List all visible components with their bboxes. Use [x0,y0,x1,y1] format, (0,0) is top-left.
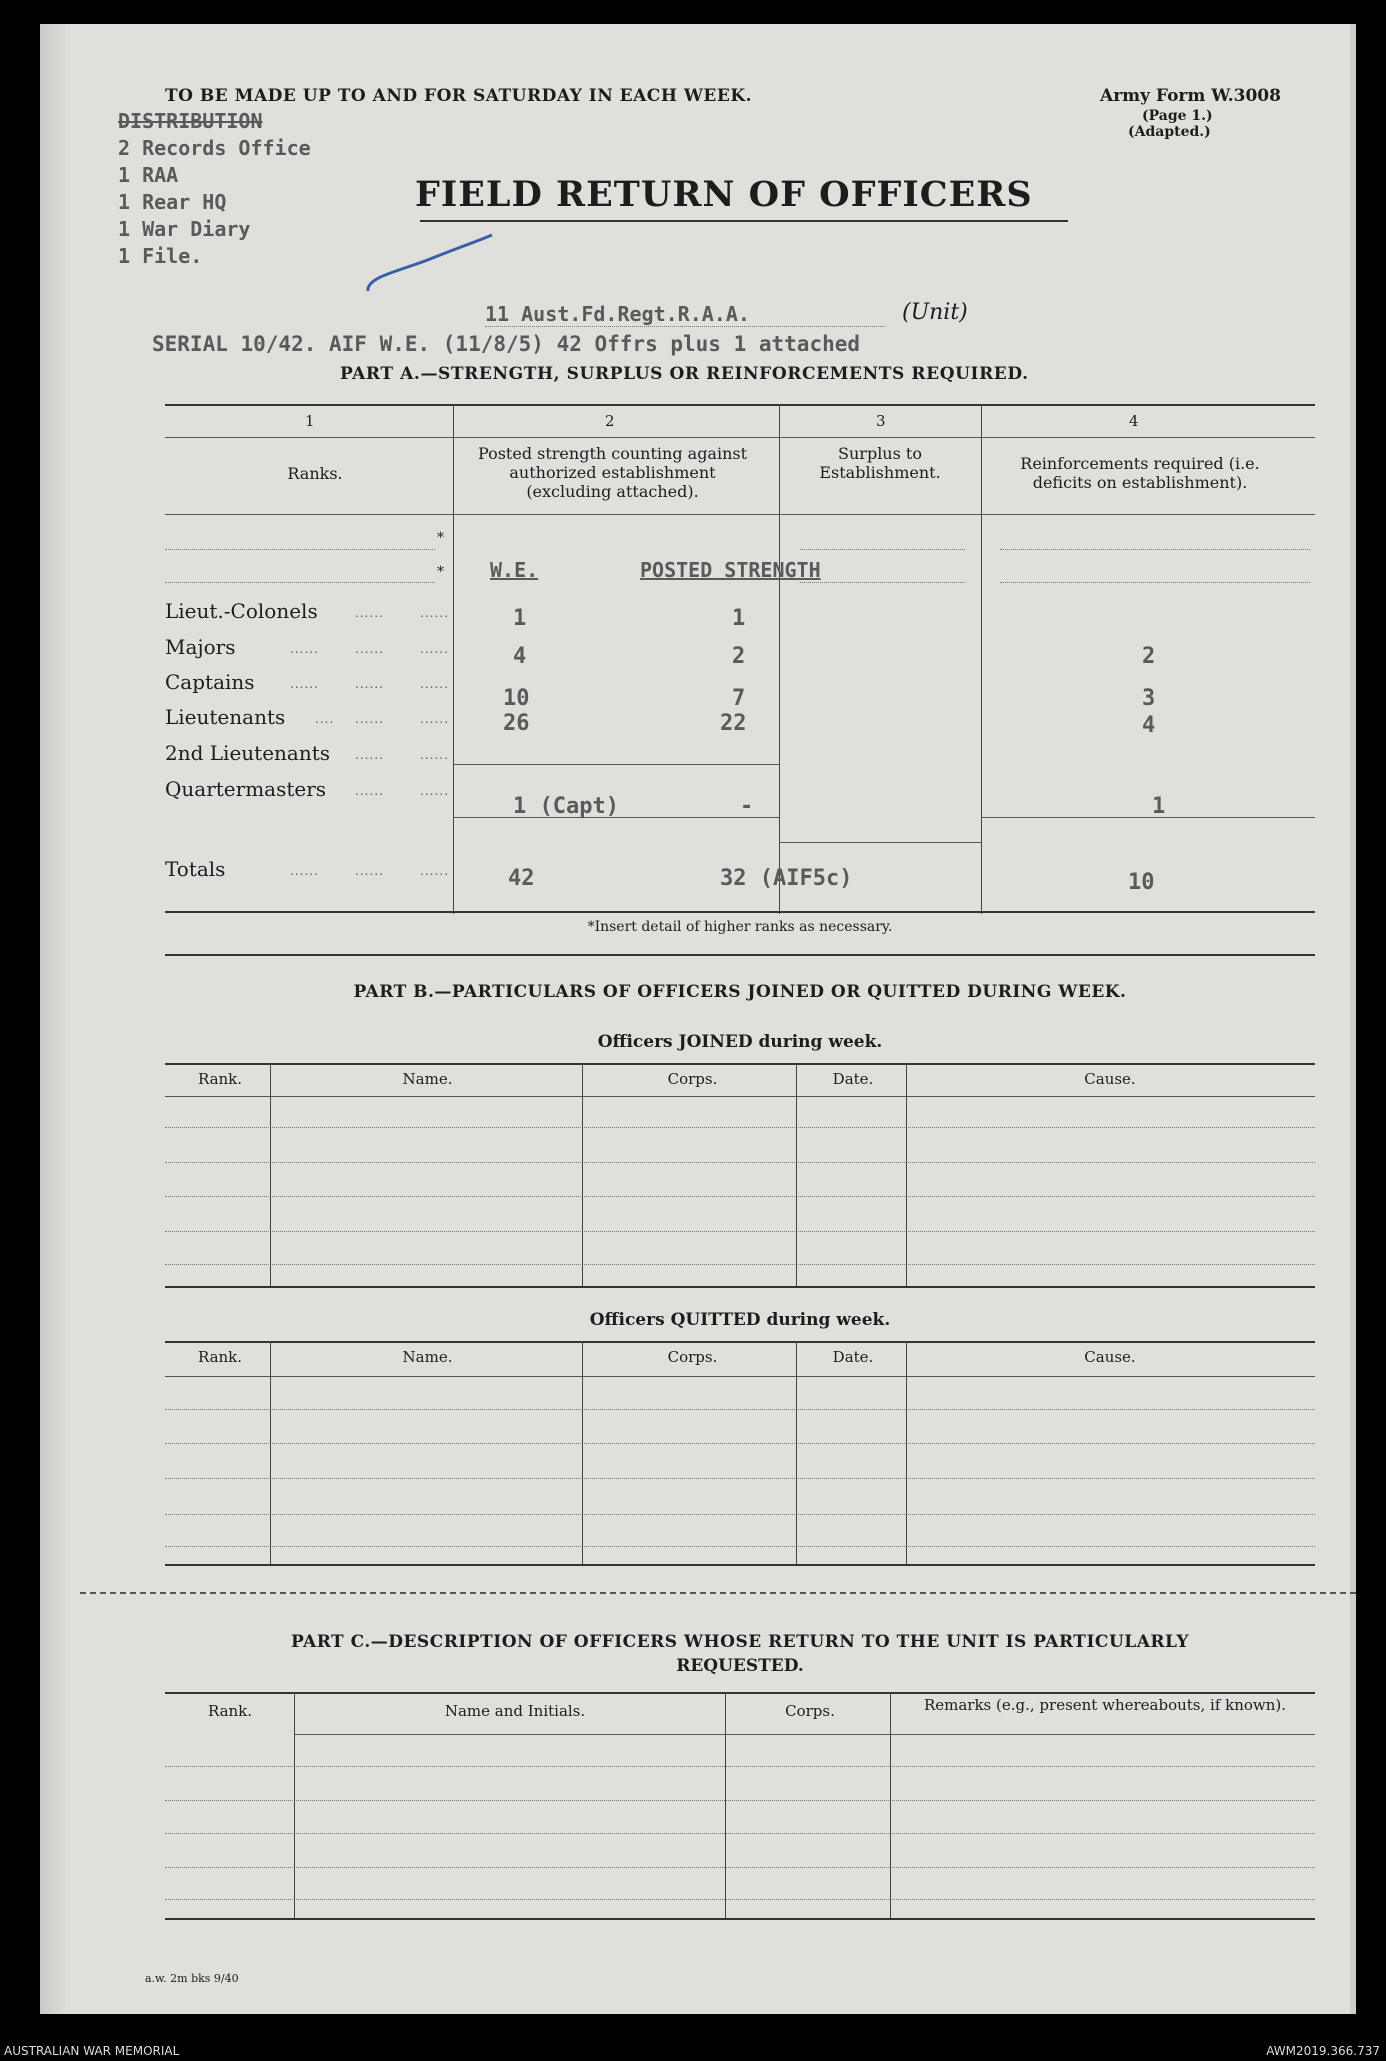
rank-label: Lieutenants [165,705,286,729]
total-we: 42 [508,866,535,891]
col-cause: Cause. [1084,1070,1136,1088]
header-surplus: Surplus to Establishment. [819,444,941,482]
total-posted: 32 (AIF5c) [720,866,853,891]
distribution-line: 1 RAA [118,163,179,187]
perforation-line [80,1592,1356,1594]
col-rank: Rank. [207,1702,253,1720]
col-date: Date. [832,1070,874,1088]
totals-label: Totals [165,857,226,881]
total-reinf: 10 [1128,870,1155,895]
header-ranks: Ranks. [287,464,343,483]
serial-line: SERIAL 10/42. AIF W.E. (11/8/5) 42 Offrs plus 1 attached [152,332,861,356]
printer-imprint: a.w. 2m bks 9/40 [145,1972,239,1985]
posted-value: 1 [732,606,746,631]
part-a-heading: PART A.—STRENGTH, SURPLUS OR REINFORCEMENTS REQUIRED. [340,364,1029,384]
unit-value: 11 Aust.Fd.Regt.R.A.A. [485,302,750,326]
typed-we-header: W.E. [490,558,539,582]
col-corps: Corps. [667,1070,718,1088]
archive-accession: AWM2019.366.737 [1266,2044,1380,2058]
distribution-line: 1 Rear HQ [118,190,227,214]
rank-label: Lieut.-Colonels [165,599,318,623]
reinf-value: 2 [1142,644,1156,669]
page-number: (Page 1.) [1142,108,1213,124]
rank-label: Quartermasters [165,777,327,801]
rank-label: Majors [165,635,236,659]
typed-posted-header: POSTED STRENGTH [640,558,821,582]
part-b-heading: PART B.—PARTICULARS OF OFFICERS JOINED OR QUITTED DURING WEEK. [353,982,1127,1002]
unit-label: (Unit) [902,300,968,325]
we-value: 1 (Capt) [513,794,619,819]
form-sheet: TO BE MADE UP TO AND FOR SATURDAY IN EACH WEEK. Army Form W.3008 (Page 1.) (Adapted.) DISTRIBUTION 2 Records Office 1 RAA 1 Rear HQ 1 War Diary 1 File. FIELD RETURN OF OFFICERS 11 Aust.Fd.Regt.R.A.A. (Unit) SERIAL 10/42. AIF W.E. (11/8/5) 42 Offrs plus 1 attached PART A.—STRENGTH, SURPLUS OR REINFORCEMENTS REQUIRED. 1 2 3 4 Ranks. Posted strength counting against authorized establishment (excluding attached). Surplus to Establishment. Reinforcements required (i.e. deficits on establishment). * * W.E. POSTED STRENGTH Lieut.-Colonels ...... ...... 1 1 Majors ...... ...... ...... 4 2 2 Captains ...... ...... ...... 10 7 3 Lieutenants .... ...... ...... 26 22 4 2nd Lieutenants ...... ...... Quartermasters ...... ...... 1 (Capt) - 1 Totals ...... ...... ...... 42 32 (AIF5c) 10 *Insert detail of higher ranks as necessary. PART B.—PARTICULARS OF OFFICERS JOINED OR QUITTED DURING WEEK. Officers JOINED during week. Rank. Name. Corps. Date. Cause. Officers QUITTED during week. Rank. Name. Corps. Date. Cause. PART C.—DESCRIPTION OF OFFICERS WHOSE RETURN TO THE UNIT IS PARTICULARLY REQUESTED. Rank. Name and Initials. Corps. Remarks (e.g., present whereabouts, if known). a.w. 2m bks 9/40 [40,24,1356,2014]
header-reinforcements: Reinforcements required (i.e. deficits on establishment). [1020,454,1260,492]
posted-value: - [740,794,754,819]
col-rank: Rank. [197,1070,243,1088]
footnote: *Insert detail of higher ranks as necessary. [587,919,893,935]
posted-value: 2 [732,644,746,669]
col-date: Date. [832,1348,874,1366]
instruction-text: TO BE MADE UP TO AND FOR SATURDAY IN EACH WEEK. [165,86,753,106]
rank-label: 2nd Lieutenants [165,741,331,765]
posted-value: 22 [720,711,747,736]
col-rank: Rank. [197,1348,243,1366]
we-value: 4 [513,644,527,669]
header-posted-strength: Posted strength counting against authorized establishment (excluding attached). [477,444,748,501]
col-remarks: Remarks (e.g., present whereabouts, if known). [923,1696,1287,1714]
joined-title: Officers JOINED during week. [597,1032,883,1052]
form-number: Army Form W.3008 [1100,86,1281,106]
col-corps: Corps. [785,1702,835,1720]
title-underline [420,220,1068,222]
posted-value: 7 [732,686,746,711]
col-number: 3 [876,412,886,430]
pen-mark-icon [360,229,500,299]
col-corps: Corps. [667,1348,718,1366]
reinf-value: 3 [1142,686,1156,711]
col-number: 1 [305,412,315,430]
archive-credit: AUSTRALIAN WAR MEMORIAL [4,2044,180,2058]
part-c-heading: PART C.—DESCRIPTION OF OFFICERS WHOSE RETURN TO THE UNIT IS PARTICULARLY [290,1632,1190,1652]
distribution-line: 1 File. [118,244,203,268]
paper-fold-shadow [40,24,66,2014]
reinf-value: 4 [1142,713,1156,738]
distribution-title: DISTRIBUTION [118,109,263,133]
part-c-heading-line2: REQUESTED. [676,1656,804,1676]
col-name: Name. [402,1070,453,1088]
col-number: 4 [1129,412,1139,430]
we-value: 26 [503,711,530,736]
col-name: Name. [402,1348,453,1366]
reinf-value: 1 [1152,794,1166,819]
we-value: 1 [513,606,527,631]
distribution-line: 2 Records Office [118,136,311,160]
col-cause: Cause. [1084,1348,1136,1366]
form-title: FIELD RETURN OF OFFICERS [415,174,1033,215]
col-number: 2 [605,412,615,430]
adapted-label: (Adapted.) [1128,124,1211,140]
archive-footer [0,2040,1386,2061]
distribution-line: 1 War Diary [118,217,251,241]
col-name-initials: Name and Initials. [444,1702,586,1720]
quitted-title: Officers QUITTED during week. [589,1310,891,1330]
paper-edge [1350,24,1356,2014]
rank-label: Captains [165,670,255,694]
we-value: 10 [503,686,530,711]
